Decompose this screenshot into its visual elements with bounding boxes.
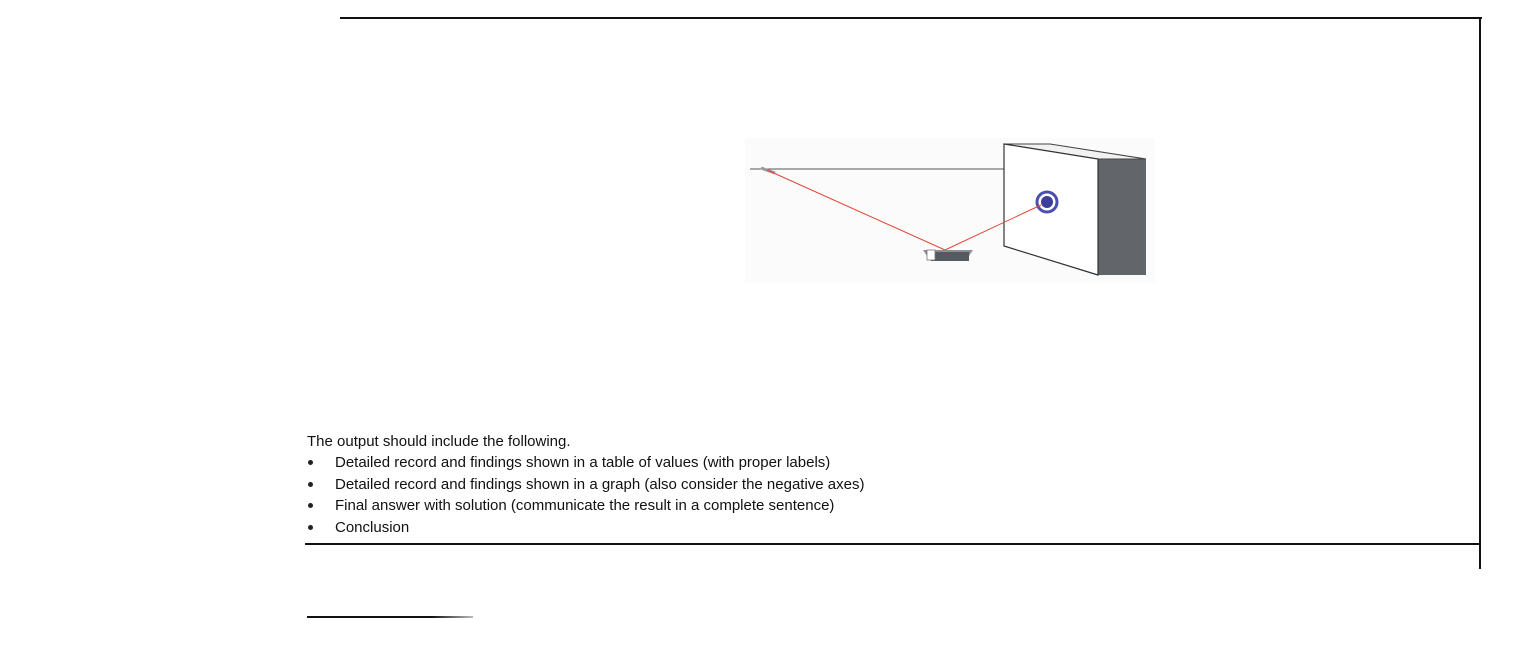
requirement-text: Final answer with solution (communicate the result in a complete sentence) [335,497,835,514]
bullet-icon [308,503,313,508]
output-requirements-section [307,431,1467,538]
page-frame-right-rule [1479,17,1481,569]
footer-short-rule [307,616,473,618]
wall-side-face [1098,159,1146,275]
requirement-item-conclusion [307,517,1467,539]
requirements-list [307,452,1467,538]
requirement-item-graph [307,474,1467,496]
requirement-text: Detailed record and findings shown in a table of values (with proper labels) [335,454,831,471]
requirement-text: Conclusion [335,518,410,536]
bullet-icon [308,460,313,465]
requirements-intro: The output should include the following. [307,433,571,450]
bullet-icon [308,482,313,487]
requirement-item-final-answer [307,495,1467,517]
page-frame-bottom-rule [305,543,1481,545]
mirror-front-edge [927,250,935,260]
target-center-icon [1041,196,1053,208]
mirror-icon [931,252,969,261]
page-frame-top-rule [340,17,1482,19]
requirement-item-table [307,452,1467,474]
requirement-text: Detailed record and findings shown in a graph (also consider the negative axes) [335,475,865,493]
bullet-icon [308,525,313,530]
laser-mirror-illustration [745,138,1155,283]
